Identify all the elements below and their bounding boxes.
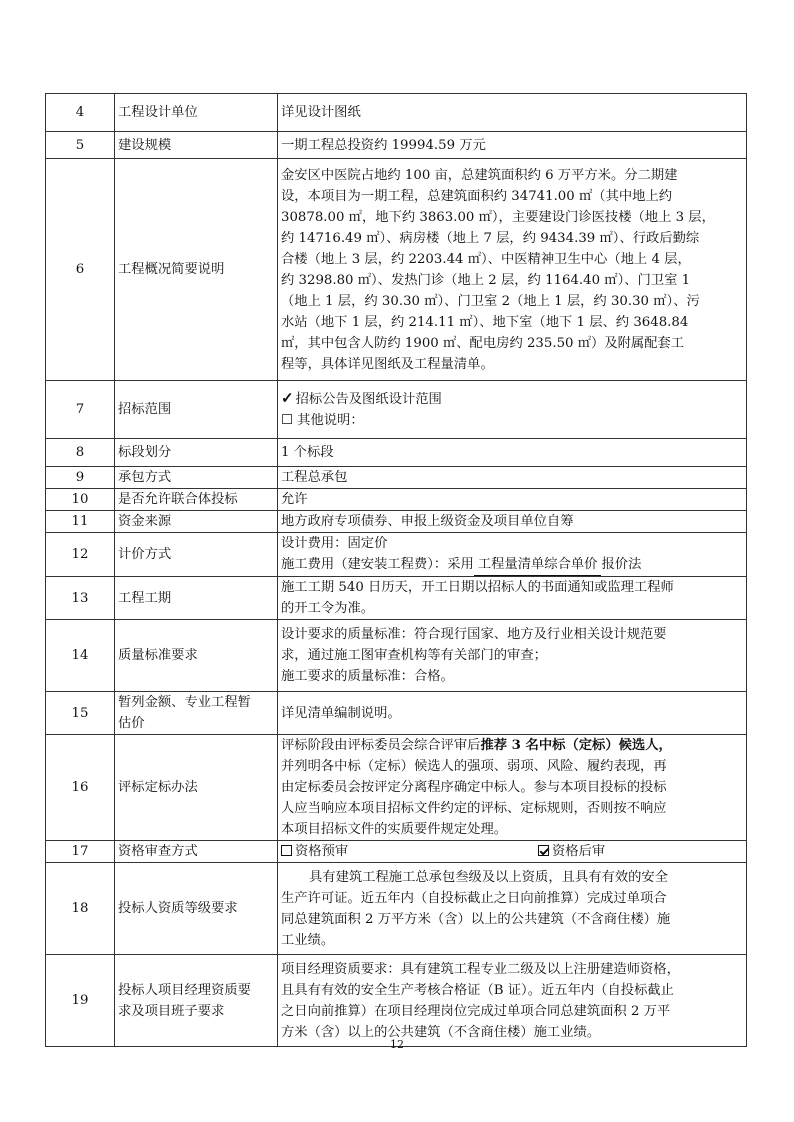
- row-content: [278, 955, 747, 1047]
- text-line: 求，通过施工图审查机构等有关部门的审查；: [281, 648, 547, 663]
- row-content: [278, 533, 747, 577]
- label-line: 估价: [118, 716, 145, 731]
- table-row: [46, 94, 747, 132]
- table-row: [46, 381, 747, 439]
- row-content: 1 个标段: [278, 439, 747, 467]
- table-row: [46, 735, 747, 841]
- row-number: 8: [46, 439, 115, 467]
- table-row: [46, 159, 747, 381]
- option-label: 其他说明：: [297, 413, 364, 428]
- row-number: 16: [46, 735, 115, 841]
- table-row: [46, 863, 747, 955]
- row-number: 7: [46, 381, 115, 439]
- row-label: 评标定标办法: [115, 735, 278, 841]
- row-label: [115, 692, 278, 735]
- row-content: [278, 577, 747, 620]
- checkbox-checked-icon: [538, 845, 549, 856]
- text-line: 之日向前推算）在项目经理岗位完成过单项合同总建筑面积 2 万平: [281, 1003, 671, 1019]
- text-line: （地上 1 层，约 30.30 ㎡）、门卫室 2（地上 1 层，约 30.30 ㎡）、污: [281, 293, 700, 309]
- text-segment: 施工费用（建安装工程费）：采用: [281, 557, 474, 572]
- row-number: 6: [46, 159, 115, 381]
- text-line: 同总建筑面积 2 万平方米（含）以上的公共建筑（不含商住楼）施: [281, 911, 671, 927]
- row-number: 9: [46, 467, 115, 489]
- table-row: [46, 533, 747, 577]
- text-line: 项目经理资质要求：具有建筑工程专业二级及以上注册建造师资格，: [281, 961, 680, 977]
- option-label: 资格后审: [552, 844, 606, 859]
- text-line: [281, 735, 743, 756]
- text-line: 30878.00 ㎡，地下约 3863.00 ㎡），主要建设门诊医技楼（地上 3 层，: [281, 209, 715, 225]
- row-number: 5: [46, 132, 115, 159]
- label-line: 求及项目班子要求: [118, 1003, 225, 1019]
- row-label: 工程概况简要说明: [115, 159, 278, 381]
- row-number: 4: [46, 94, 115, 132]
- row-label: 质量标准要求: [115, 620, 278, 692]
- row-content: 详见清单编制说明。: [278, 692, 747, 735]
- text-line: 程等，具体详见图纸及工程量清单。: [281, 356, 494, 372]
- text-line: 本项目招标文件的实质要件规定处理。: [281, 822, 508, 837]
- review-option-postqual[interactable]: [538, 841, 605, 862]
- text-line: 由定标委员会按评定分离程序确定中标人。参与本项目投标的投标: [281, 780, 667, 795]
- row-content: [278, 863, 747, 955]
- row-label: 计价方式: [115, 533, 278, 577]
- row-label: 资金来源: [115, 511, 278, 533]
- bid-info-table: [45, 93, 747, 1047]
- row-number: 18: [46, 863, 115, 955]
- table-row: [46, 489, 747, 511]
- text-line: ㎡，其中包含人防约 1900 ㎡、配电房约 235.50 ㎡）及附属配套工: [281, 335, 685, 351]
- row-number: 11: [46, 511, 115, 533]
- row-number: 10: [46, 489, 115, 511]
- underlined-fill: 工程量清单综合单价: [474, 554, 602, 576]
- row-number: 12: [46, 533, 115, 577]
- text-segment: 评标阶段由评标委员会综合评审后: [281, 738, 481, 753]
- row-label: 招标范围: [115, 381, 278, 439]
- row-label: 工程工期: [115, 577, 278, 620]
- row-label: 资格审查方式: [115, 841, 278, 863]
- scope-option-other[interactable]: [281, 410, 743, 431]
- row-content: 地方政府专项债券、申报上级资金及项目单位自筹: [278, 511, 747, 533]
- row-content: [278, 381, 747, 439]
- text-line: 设计费用：固定价: [281, 536, 388, 551]
- table-row: [46, 467, 747, 489]
- row-number: 17: [46, 841, 115, 863]
- text-line: 方米（含）以上的公共建筑（不含商住楼）施工业绩。: [281, 1024, 601, 1040]
- table-row: [46, 511, 747, 533]
- row-number: 14: [46, 620, 115, 692]
- text-line: 约 3298.80 ㎡）、发热门诊（地上 2 层，约 1164.40 ㎡）、门卫室 1: [281, 272, 691, 288]
- text-line: 水站（地下 1 层，约 214.11 ㎡）、地下室（地下 1 层、约 3648.84: [281, 314, 689, 330]
- label-line: 暂列金额、专业工程暂: [118, 695, 251, 710]
- text-line: 的开工令为准。: [281, 601, 375, 616]
- text-line: 且具有有效的安全生产考核合格证（B 证）。近五年内（自投标截止: [281, 982, 674, 998]
- row-label: 标段划分: [115, 439, 278, 467]
- row-content: [278, 841, 747, 863]
- option-label: 资格预审: [295, 844, 349, 859]
- row-content: 工程总承包: [278, 467, 747, 489]
- checkbox-empty-icon: [281, 845, 292, 856]
- row-content: [278, 159, 747, 381]
- row-label: 是否允许联合体投标: [115, 489, 278, 511]
- row-number: 13: [46, 577, 115, 620]
- label-line: 投标人项目经理资质要: [118, 982, 251, 998]
- text-line: 设计要求的质量标准：符合现行国家、地方及行业相关设计规范要: [281, 627, 667, 642]
- text-line: 约 14716.49 ㎡）、病房楼（地上 7 层，约 9434.39 ㎡）、行政后勤综: [281, 230, 700, 246]
- row-label: 投标人资质等级要求: [115, 863, 278, 955]
- row-label: 工程设计单位: [115, 94, 278, 132]
- text-line: 具有建筑工程施工总承包叁级及以上资质，且具有有效的安全: [309, 869, 669, 885]
- row-content: 一期工程总投资约 19994.59 万元: [278, 132, 747, 159]
- page-number: 12: [390, 1038, 404, 1051]
- scope-option-announcement[interactable]: [281, 388, 743, 410]
- row-label: 建设规模: [115, 132, 278, 159]
- text-line: 工业绩。: [281, 932, 335, 948]
- table-row: [46, 620, 747, 692]
- row-content: 允许: [278, 489, 747, 511]
- text-line: 施工工期 540 日历天，开工日期以招标人的书面通知或监理工程师: [281, 580, 674, 595]
- checkmark-icon: ✓: [281, 389, 294, 407]
- text-line: [281, 554, 743, 576]
- table-row: [46, 577, 747, 620]
- text-line: 生产许可证。近五年内（自投标截止之日向前推算）完成过单项合: [281, 890, 667, 906]
- row-label: 承包方式: [115, 467, 278, 489]
- text-segment: 报价法: [601, 557, 642, 572]
- table-row: [46, 955, 747, 1047]
- row-number: 15: [46, 692, 115, 735]
- table-row: [46, 692, 747, 735]
- row-number: 19: [46, 955, 115, 1047]
- text-line: 设，本项目为一期工程，总建筑面积约 34741.00 ㎡（其中地上约: [281, 188, 673, 204]
- review-option-prequal[interactable]: [281, 844, 348, 859]
- table-row: [46, 439, 747, 467]
- row-label: [115, 955, 278, 1047]
- text-line: 并列明各中标（定标）候选人的强项、弱项、风险、履约表现，再: [281, 759, 667, 774]
- table-row: [46, 132, 747, 159]
- text-line: 合楼（地上 3 层，约 2203.44 ㎡）、中医精神卫生中心（地上 4 层，: [281, 251, 691, 267]
- option-label: 招标公告及图纸设计范围: [295, 392, 442, 407]
- checkbox-empty-icon: ☐: [281, 413, 293, 428]
- row-content: 详见设计图纸: [278, 94, 747, 132]
- bold-text: 推荐 3 名中标（定标）候选人，: [480, 738, 672, 753]
- text-line: 人应当响应本项目招标文件约定的评标、定标规则，否则按不响应: [281, 801, 667, 816]
- text-line: 金安区中医院占地约 100 亩，总建筑面积约 6 万平方米。分二期建: [281, 167, 678, 183]
- text-line: 施工要求的质量标准：合格。: [281, 669, 454, 684]
- table-row: [46, 841, 747, 863]
- row-content: [278, 735, 747, 841]
- row-content: [278, 620, 747, 692]
